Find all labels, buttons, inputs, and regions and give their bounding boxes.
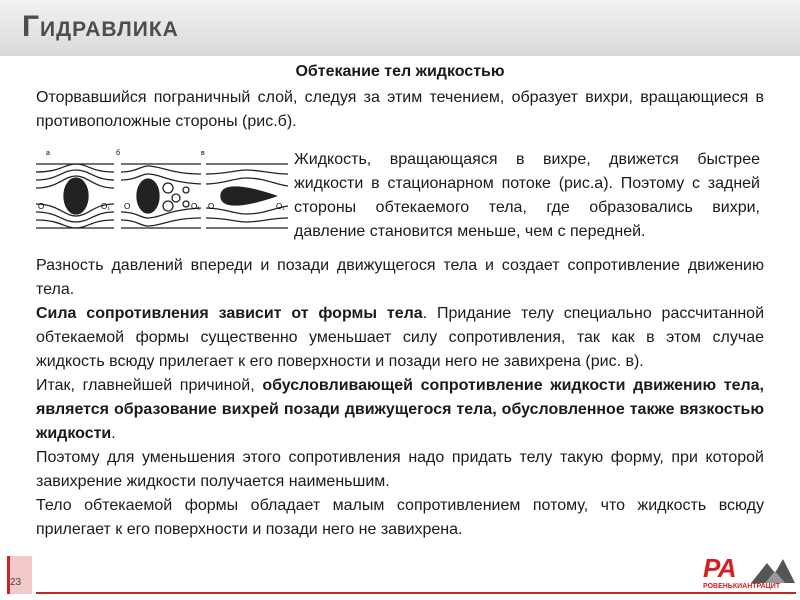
panel-a (36, 164, 114, 228)
flow-figure (36, 146, 288, 246)
paragraph-4-bold: обусловливающей сопротивление жидкости движению тела, является образование вихрей позади движущегося тела, обусловленное также вязкостью жидкости (36, 377, 765, 442)
title-first-letter: Г (22, 10, 41, 43)
slide-title (22, 10, 179, 44)
figure-label-b: б (116, 150, 121, 157)
title-rest: ИДРАВЛИКА (40, 18, 179, 41)
label-o-middle: O (124, 202, 131, 211)
paragraph-4-start: Итак, главнейшей причиной, (36, 377, 263, 394)
paragraph-2 (36, 254, 764, 542)
logo-mountain-icon (751, 557, 795, 583)
panel-c (206, 164, 288, 228)
figure-label-a: а (46, 150, 50, 157)
label-o1-middle: O₁ (191, 202, 200, 211)
paragraph-2-text: Разность давлений впереди и позади движущегося тела и создает сопротивление движению тела. (36, 257, 764, 298)
paragraph-6: Тело обтекаемой формы обладает малым сопротивлением потому, что жидкость всюду прилегает к его поверхности и позади него не завихрена. (36, 497, 764, 538)
logo-letters: РА (703, 553, 736, 583)
label-o-right: O (208, 202, 215, 211)
label-o1-left: O₁ (101, 202, 110, 211)
flow-diagram (36, 146, 288, 246)
label-o-left: O (38, 202, 45, 211)
paragraph-4-end: . (111, 425, 116, 442)
paragraph-3-rest: . Придание телу специально рассчитанной обтекаемой формы существенно уменьшает силу сопротивления, так как в этом случае жидкость всюду прилегает к его поверхности и позади него не завихрена (рис. в). (36, 305, 765, 370)
paragraph-5: Поэтому для уменьшения этого сопротивления надо придать телу такую форму, при которой завихрение жидкости получается наименьшим. (36, 449, 764, 490)
paragraph-3-bold: Сила сопротивления зависит от формы тела (36, 305, 423, 322)
panel-b (121, 164, 201, 228)
side-paragraph: Жидкость, вращающаяся в вихре, движется быстрее жидкости в стационарном потоке (рис.а). Поэтому с задней стороны обтекаемого тела, где образовались вихри, давление становится меньше, чем с передней. (294, 151, 760, 240)
figure-label-c: в (201, 150, 205, 157)
label-o1-right: O₁ (276, 202, 285, 211)
footer-divider (36, 592, 796, 594)
company-logo (703, 553, 795, 595)
paragraph-1: Оторвавшийся пограничный слой, следуя за этим течением, образует вихри, вращающиеся в противоположные стороны (рис.б). (36, 89, 764, 130)
logo-subtitle: РОВЕНЬКИАНТРАЦИТ (703, 583, 781, 590)
page-number-box (7, 556, 32, 594)
page-number: 23 (10, 577, 22, 588)
section-subtitle: Обтекание тел жидкостью (295, 63, 505, 80)
